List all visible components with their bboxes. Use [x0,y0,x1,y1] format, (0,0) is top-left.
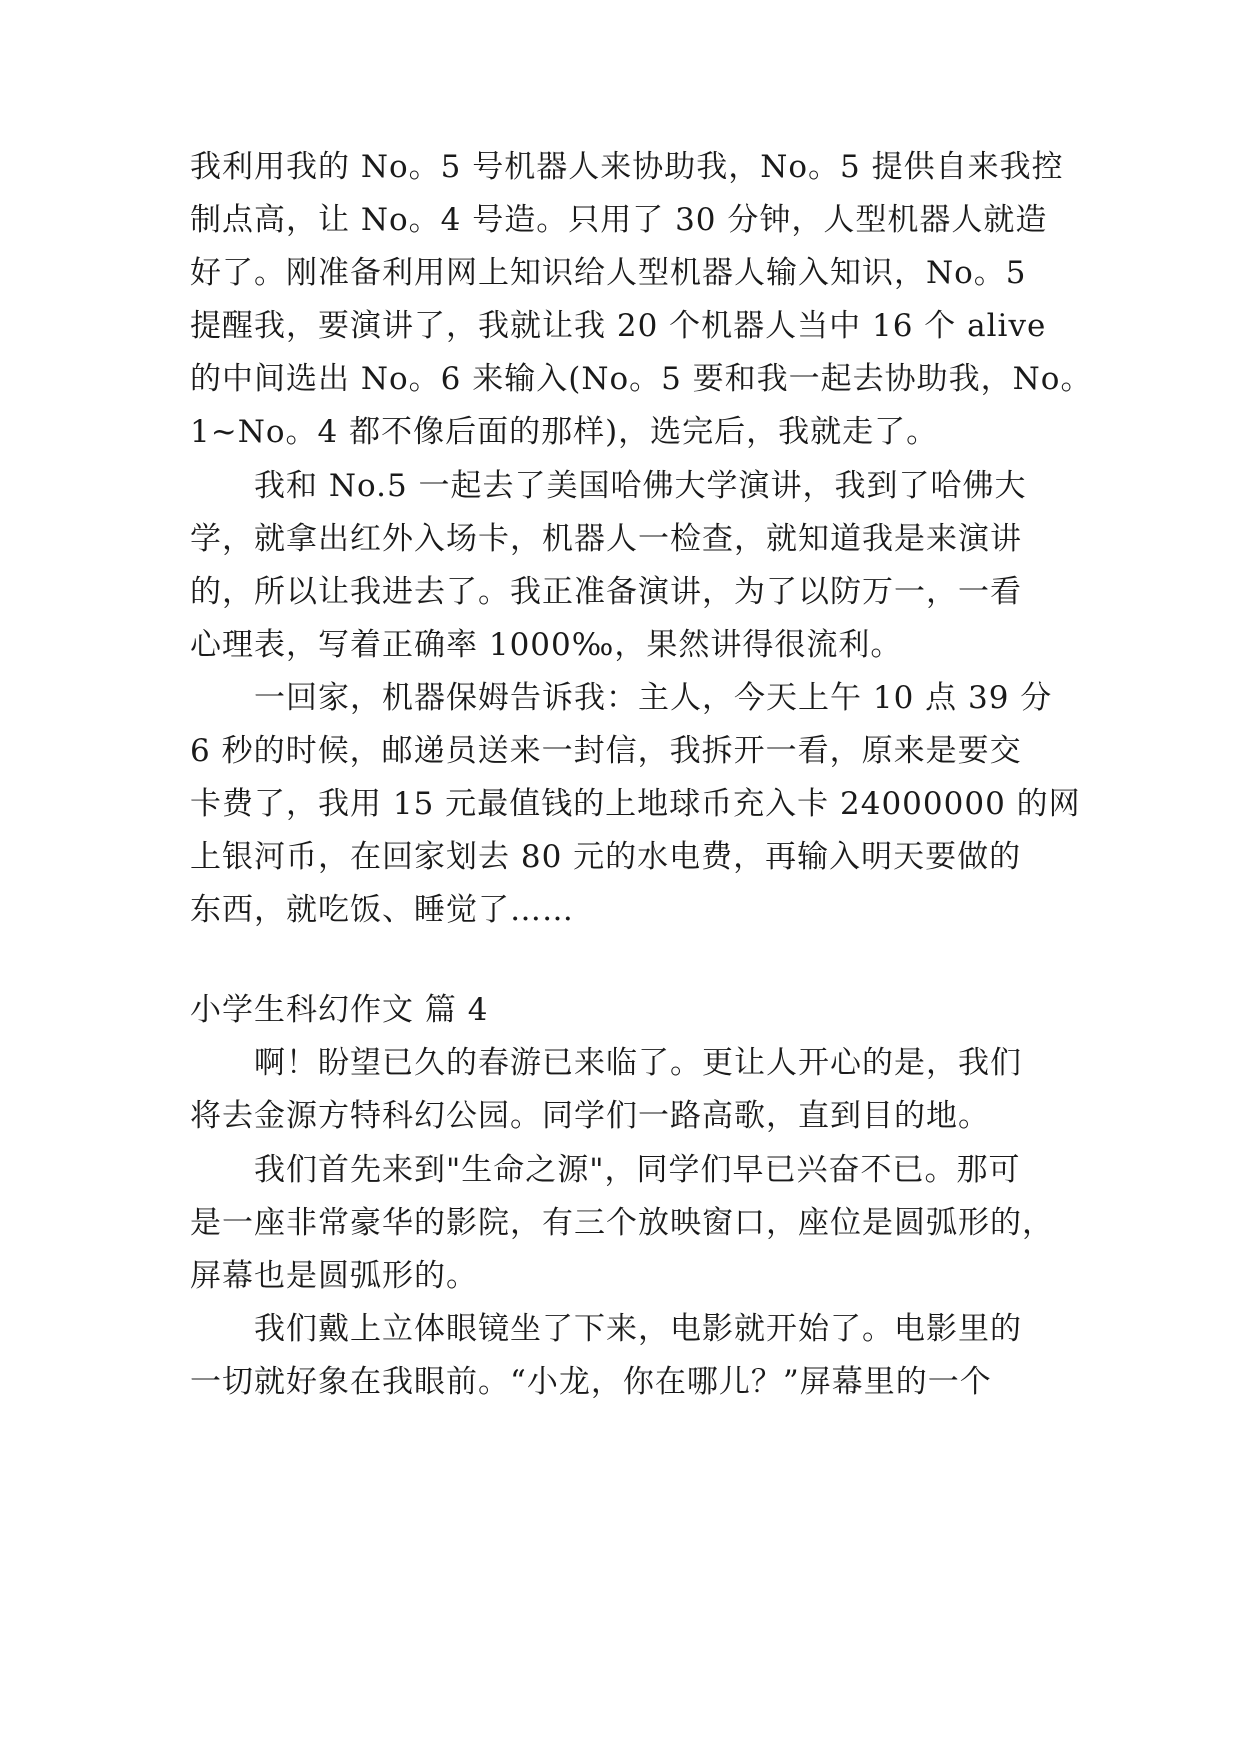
section-heading: 小学生科幻作文 篇 4 [190,992,489,1028]
text-line: 屏幕也是圆弧形的。 [190,1258,478,1294]
text-line: 是一座非常豪华的影院，有三个放映窗口，座位是圆弧形的， [190,1205,1054,1241]
text-line: 学，就拿出红外入场卡，机器人一检查，就知道我是来演讲 [190,521,1022,557]
text-line: 我们戴上立体眼镜坐了下来，电影就开始了。电影里的 [254,1311,1022,1347]
text-line: 上银河币，在回家划去 80 元的水电费，再输入明天要做的 [190,839,1022,875]
text-line: 我利用我的 No。5 号机器人来协助我，No。5 提供自来我控 [190,149,1064,185]
text-line: 将去金源方特科幻公园。同学们一路高歌，直到目的地。 [190,1098,990,1134]
text-line: 好了。刚准备利用网上知识给人型机器人输入知识，No。5 [190,255,1027,291]
text-line: 1~No。4 都不像后面的那样)，选完后，我就走了。 [190,414,939,450]
text-line: 提醒我，要演讲了，我就让我 20 个机器人当中 16 个 alive [190,308,1047,344]
text-line: 一切就好象在我眼前。“小龙，你在哪儿？”屏幕里的一个 [190,1364,992,1400]
text-line: 我和 No.5 一起去了美国哈佛大学演讲，我到了哈佛大 [254,468,1027,504]
text-line: 一回家，机器保姆告诉我：主人，今天上午 10 点 39 分 [254,680,1053,716]
text-line: 制点高，让 No。4 号造。只用了 30 分钟，人型机器人就造 [190,202,1048,238]
text-line: 的中间选出 No。6 来输入(No。5 要和我一起去协助我，No。 [190,361,1093,397]
text-line: 心理表，写着正确率 1000‰，果然讲得很流利。 [190,627,903,663]
text-line: 啊！盼望已久的春游已来临了。更让人开心的是，我们 [254,1045,1022,1081]
text-line: 6 秒的时候，邮递员送来一封信，我拆开一看，原来是要交 [190,733,1022,769]
text-line: 的，所以让我进去了。我正准备演讲，为了以防万一，一看 [190,574,1022,610]
text-line: 我们首先来到"生命之源"，同学们早已兴奋不已。那可 [254,1152,1021,1188]
text-line: 东西，就吃饭、睡觉了…… [190,892,574,928]
text-line: 卡费了，我用 15 元最值钱的上地球币充入卡 24000000 的网 [190,786,1081,822]
